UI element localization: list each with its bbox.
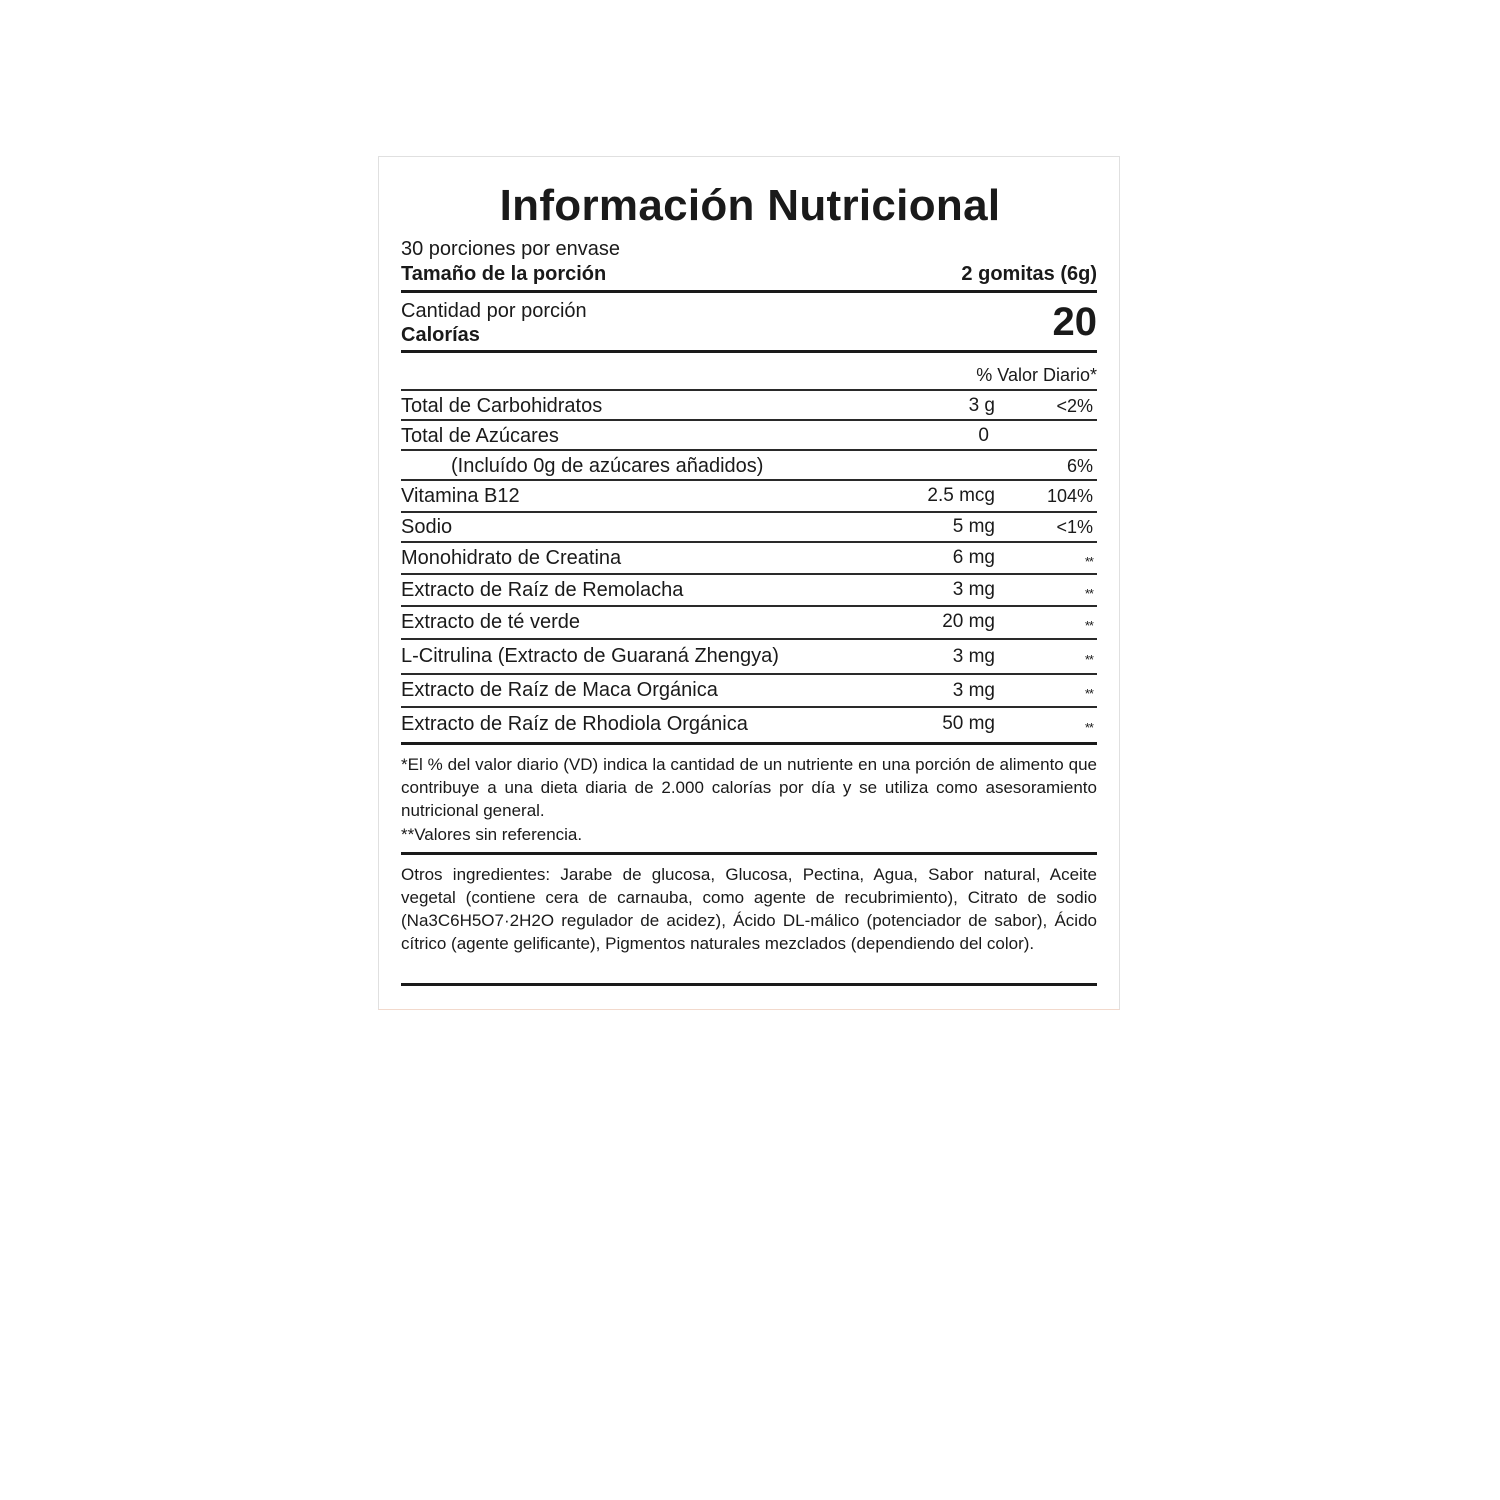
nutrient-name: Total de Carbohidratos <box>401 394 603 417</box>
footnote-no-reference: **Valores sin referencia. <box>401 825 583 844</box>
nutrient-name: Monohidrato de Creatina <box>401 546 622 569</box>
nutrient-row <box>401 640 1097 673</box>
nutrient-row <box>401 513 1097 541</box>
nutrient-daily-value: ** <box>1084 553 1093 569</box>
nutrient-amount: 3 mg <box>952 579 995 600</box>
divider <box>401 983 1097 986</box>
nutrient-name: Extracto de Raíz de Remolacha <box>401 578 684 601</box>
label-title: Información Nutricional <box>499 181 1001 230</box>
nutrient-amount: 5 mg <box>952 516 995 537</box>
footnote-daily-value: *El % del valor diario (VD) indica la cantidad de un nutriente en una porción de alimento que contribuye a una dieta diaria de 2.000 calorías por día y se utiliza como asesoramiento nutricional general. <box>401 755 1097 820</box>
nutrient-name: Total de Azúcares <box>401 424 559 447</box>
divider <box>401 350 1097 353</box>
other-ingredients: Otros ingredientes: Jarabe de glucosa, Glucosa, Pectina, Agua, Sabor natural, Aceite vegetal (contiene cera de carnauba, como agente de recubrimiento), Citrato de sodio (Na3C6H5O7·2H2O regulador de acidez), Ácido DL-málico (potenciador de sabor), Ácido cítrico (agente gelificante), Pigmentos naturales mezclados (dependiendo del color). <box>401 865 1097 953</box>
nutrient-daily-value: <1% <box>1056 516 1093 537</box>
nutrient-daily-value: <2% <box>1056 395 1093 416</box>
nutrient-row <box>401 421 1097 451</box>
nutrient-name: Extracto de Raíz de Rhodiola Orgánica <box>401 712 748 735</box>
nutrient-daily-value: ** <box>1084 585 1093 601</box>
serving-size-label: Tamaño de la porción <box>401 263 607 285</box>
nutrient-daily-value: ** <box>1084 686 1093 701</box>
nutrient-amount: 20 mg <box>942 611 995 632</box>
nutrient-amount: 3 mg <box>952 645 995 667</box>
serving-size-value: 2 gomitas (6g) <box>961 263 1097 285</box>
nutrient-name: Vitamina B12 <box>401 484 520 507</box>
nutrient-row <box>401 675 1097 706</box>
divider <box>401 742 1097 745</box>
calories-label: Calorías <box>401 324 480 346</box>
nutrient-row <box>401 708 1097 740</box>
serving-size-row <box>401 261 1097 287</box>
nutrient-amount: 3 g <box>968 395 995 416</box>
divider <box>401 290 1097 293</box>
nutrient-amount: 0 <box>978 425 989 446</box>
nutrient-row <box>401 481 1097 511</box>
servings-per-container: 30 porciones por envase <box>401 238 621 260</box>
divider <box>401 852 1097 855</box>
nutrient-daily-value: 6% <box>1066 455 1093 476</box>
nutrient-name: (Incluído 0g de azúcares añadidos) <box>451 454 764 477</box>
calories-block <box>401 297 1097 351</box>
nutrient-daily-value: ** <box>1084 652 1093 667</box>
nutrient-amount: 50 mg <box>942 713 995 734</box>
nutrient-row <box>401 543 1097 573</box>
footnote <box>401 753 1097 846</box>
nutrient-name: Sodio <box>401 515 453 538</box>
nutrition-facts-panel <box>378 156 1120 1010</box>
nutrient-name: L-Citrulina (Extracto de Guaraná Zhengya) <box>401 645 779 667</box>
nutrient-amount: 2.5 mcg <box>927 485 995 506</box>
nutrient-row <box>401 451 1097 481</box>
nutrient-daily-value: ** <box>1084 617 1093 633</box>
amount-per-serving: Cantidad por porción <box>401 300 587 322</box>
nutrient-row <box>401 607 1097 637</box>
nutrient-amount: 3 mg <box>952 679 995 701</box>
nutrient-row <box>401 391 1097 421</box>
nutrient-daily-value: ** <box>1084 719 1093 735</box>
calories-value: 20 <box>1052 300 1097 344</box>
daily-value-header: % Valor Diario* <box>976 365 1097 385</box>
nutrient-name: Extracto de té verde <box>401 610 580 633</box>
nutrient-amount: 6 mg <box>952 547 995 568</box>
nutrient-row <box>401 575 1097 605</box>
nutrient-daily-value: 104% <box>1046 485 1093 506</box>
nutrient-name: Extracto de Raíz de Maca Orgánica <box>401 679 718 701</box>
